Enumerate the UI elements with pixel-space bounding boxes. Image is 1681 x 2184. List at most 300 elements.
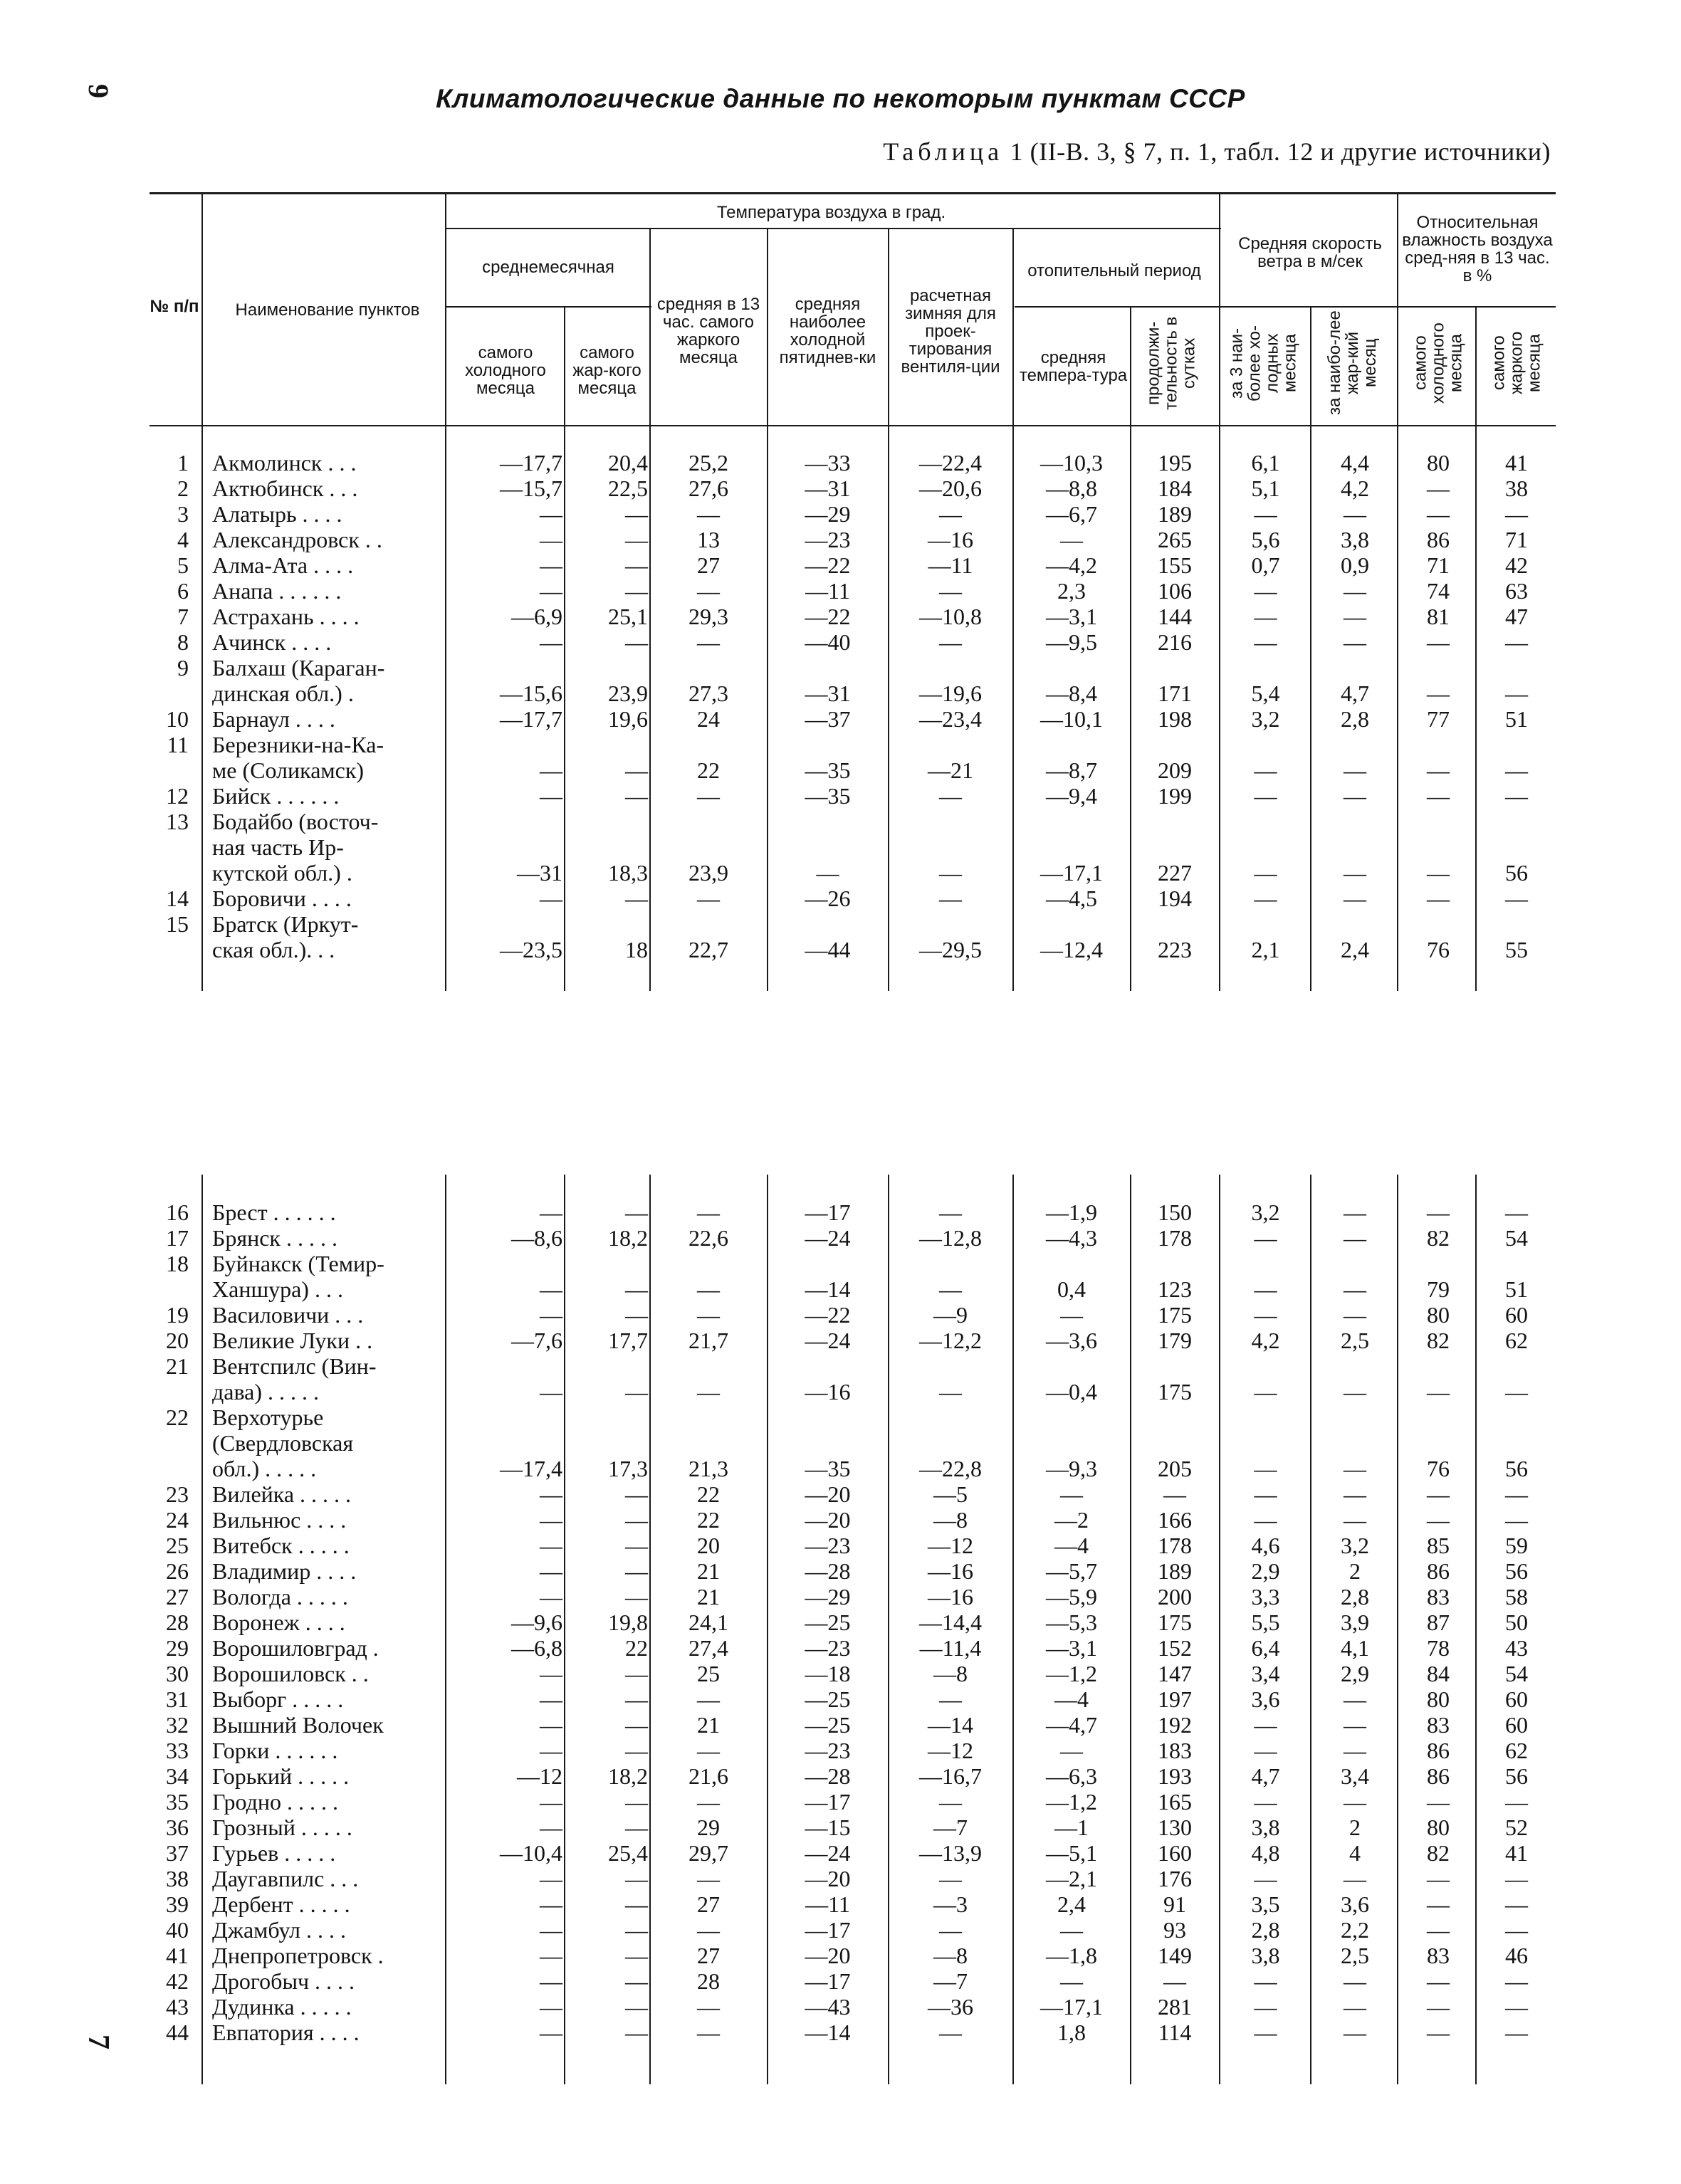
table-cell: —12,8 [919, 1225, 982, 1251]
table-cell: — [1505, 2020, 1528, 2045]
table-cell: — [1254, 1456, 1277, 1481]
table-cell: — [1427, 681, 1450, 706]
table-cell: 22,6 [688, 1225, 728, 1251]
station-name: Гурьев . . . . . [212, 1840, 336, 1866]
table-cell: — [625, 1302, 648, 1328]
station-name: Верхотурье [212, 1405, 324, 1430]
table-cell: 2,4 [1341, 937, 1369, 962]
station-name: динская обл.) . [212, 681, 354, 706]
table-cell: — [1427, 860, 1450, 886]
table-cell: — [625, 1686, 648, 1712]
table-cell: —12 [517, 1763, 562, 1789]
table-cell: — [540, 1815, 562, 1840]
table-cell: — [697, 1738, 720, 1763]
table-cell: — [939, 2020, 962, 2045]
table-cell: 27 [697, 1891, 720, 1917]
table-cell: —14,4 [919, 1610, 982, 1635]
header-coldest-five-days: средняя наиболее холодной пятиднев-ки [779, 295, 876, 367]
table-cell: 81 [1427, 604, 1450, 629]
table-cell: 19,8 [608, 1610, 648, 1635]
page-number-bottom: 7 [82, 2035, 115, 2049]
table-cell: 25 [697, 1661, 720, 1686]
row-number: 13 [166, 809, 189, 834]
table-cell: —25 [805, 1610, 851, 1635]
table-cell: — [1344, 1712, 1366, 1738]
station-name: ская обл.). . . [212, 937, 335, 962]
table-cell: — [939, 578, 962, 604]
table-cell: 59 [1505, 1533, 1528, 1558]
table-cell: — [1254, 1276, 1277, 1302]
row-number: 15 [166, 911, 189, 937]
table-cell: 189 [1158, 501, 1192, 527]
table-cell: — [1427, 886, 1450, 911]
table-cell: — [1344, 1481, 1366, 1507]
table-cell: 82 [1427, 1225, 1450, 1251]
table-cell: 27,3 [688, 681, 728, 706]
table-cell: 195 [1158, 450, 1192, 476]
rule2-col-heating-temp [1130, 1175, 1131, 2084]
rule2-col-wind-cold [1310, 1175, 1311, 2084]
table-cell: — [625, 1558, 648, 1584]
table-cell: — [540, 1968, 562, 1994]
table-cell: —1,8 [1046, 1943, 1097, 1968]
table-cell: — [625, 1917, 648, 1943]
table-cell: 0,7 [1251, 552, 1280, 578]
station-name: Дрогобыч . . . . [212, 1968, 355, 1994]
header-no: № п/п [150, 296, 199, 316]
table-cell: — [1254, 1738, 1277, 1763]
table-cell: — [625, 501, 648, 527]
table-cell: —15,7 [500, 476, 562, 501]
table-cell: — [697, 1379, 720, 1405]
table-cell: 28 [697, 1968, 720, 1994]
table-cell: — [540, 1866, 562, 1891]
table-cell: — [540, 1481, 562, 1507]
table-cell: — [697, 886, 720, 911]
rule2-col-wind-hot [1397, 1175, 1398, 2084]
row-number: 17 [166, 1225, 189, 1251]
table-cell: —4,3 [1046, 1225, 1097, 1251]
table-cell: —31 [805, 681, 851, 706]
table-cell: — [1254, 1379, 1277, 1405]
table-cell: 3,2 [1251, 1199, 1280, 1225]
table-cell: — [625, 1943, 648, 1968]
table-cell: — [625, 1507, 648, 1533]
table-cell: —20 [805, 1866, 851, 1891]
table-cell: — [939, 1199, 962, 1225]
table-cell: 29,7 [688, 1840, 728, 1866]
table-cell: 63 [1505, 578, 1528, 604]
station-name: Ворошиловск . . [212, 1661, 369, 1686]
table-cell: — [540, 1917, 562, 1943]
table-cell: —9,3 [1046, 1456, 1097, 1481]
table-cell: 29 [697, 1815, 720, 1840]
table-cell: —43 [805, 1994, 851, 2020]
table-cell: —24 [805, 1225, 851, 1251]
table-cell: —25 [805, 1686, 851, 1712]
table-cell: — [625, 1815, 648, 1840]
table-cell: — [1505, 1891, 1528, 1917]
table-cell: 0,4 [1057, 1276, 1086, 1302]
table-cell: 20,4 [608, 450, 648, 476]
table-cell: 3,8 [1341, 527, 1369, 552]
table-cell: 165 [1158, 1789, 1192, 1815]
table-cell: — [540, 1994, 562, 2020]
table-cell: 2,5 [1341, 1328, 1369, 1353]
rule-col-heating-temp [1130, 308, 1131, 991]
table-cell: 106 [1158, 578, 1192, 604]
row-number: 27 [166, 1584, 189, 1610]
table-cell: 265 [1158, 527, 1192, 552]
table-cell: — [540, 552, 562, 578]
table-cell: —11 [928, 552, 973, 578]
table-cell: — [697, 1866, 720, 1891]
table-cell: — [1060, 1481, 1083, 1507]
row-number: 33 [166, 1738, 189, 1763]
table-cell: — [939, 629, 962, 655]
table-cell: — [1427, 629, 1450, 655]
table-cell: — [1254, 578, 1277, 604]
table-cell: —17 [805, 1917, 851, 1943]
table-cell: — [1254, 886, 1277, 911]
table-cell: 3,2 [1341, 1533, 1369, 1558]
table-cell: 22 [625, 1635, 648, 1661]
table-cell: 76 [1427, 1456, 1450, 1481]
table-cell: 1,8 [1057, 2020, 1086, 2045]
table-cell: —6,3 [1046, 1763, 1097, 1789]
table-cell: 199 [1158, 783, 1192, 809]
table-cell: —8 [933, 1661, 968, 1686]
rule2-col-coldest [564, 1175, 565, 2084]
table-cell: —8 [933, 1943, 968, 1968]
table-cell: —7 [933, 1968, 968, 1994]
table-cell: 5,6 [1251, 527, 1280, 552]
table-cell: —10,3 [1040, 450, 1103, 476]
table-cell: 4 [1349, 1840, 1361, 1866]
table-cell: — [1254, 757, 1277, 783]
table-cell: 23,9 [608, 681, 648, 706]
table-cell: — [1344, 1738, 1366, 1763]
table-cell: —8 [933, 1507, 968, 1533]
table-cell: 24,1 [688, 1610, 728, 1635]
table-cell: — [540, 1789, 562, 1815]
table-cell: — [1505, 886, 1528, 911]
table-cell: — [1060, 1917, 1083, 1943]
table-cell: —5 [933, 1481, 968, 1507]
rule2-col-at13 [767, 1175, 768, 2084]
station-name: обл.) . . . . . [212, 1456, 317, 1481]
station-name: Балхаш (Караган- [212, 655, 385, 681]
table-cell: 17,7 [608, 1328, 648, 1353]
rule-col-five-days [888, 229, 889, 991]
table-cell: — [1254, 1968, 1277, 1994]
table-cell: —1 [1054, 1815, 1089, 1840]
table-cell: — [540, 629, 562, 655]
table-cell: 41 [1505, 1840, 1528, 1866]
rule-col-no [201, 194, 203, 991]
table-cell: —10,1 [1040, 706, 1103, 732]
table-cell: 25,1 [608, 604, 648, 629]
table-cell: — [1505, 1379, 1528, 1405]
table-cell: — [1254, 1712, 1277, 1738]
station-name: Ворошиловград . [212, 1635, 379, 1661]
table-cell: — [625, 757, 648, 783]
table-cell: 2,8 [1341, 706, 1369, 732]
station-name: Бодайбо (восточ- [212, 809, 379, 834]
table-cell: — [1254, 1225, 1277, 1251]
table-cell: —16 [928, 527, 973, 552]
table-cell: 18,3 [608, 860, 648, 886]
table-cell: 6,4 [1251, 1635, 1280, 1661]
table-cell: 56 [1505, 1456, 1528, 1481]
table-cell: —17,1 [1040, 1994, 1103, 2020]
table-cell: — [1344, 1789, 1366, 1815]
table-cell: 178 [1158, 1533, 1192, 1558]
table-cell: 55 [1505, 937, 1528, 962]
table-cell: 22 [697, 757, 720, 783]
table-cell: —19,6 [919, 681, 982, 706]
table-cell: — [540, 1891, 562, 1917]
station-name: дава) . . . . . [212, 1379, 320, 1405]
table-cell: — [1505, 1507, 1528, 1533]
table-cell: —29 [805, 501, 851, 527]
table-cell: 4,7 [1341, 681, 1369, 706]
table-cell: — [540, 2020, 562, 2045]
table-cell: —31 [517, 860, 562, 886]
table-cell: 192 [1158, 1712, 1192, 1738]
table-cell: 79 [1427, 1276, 1450, 1302]
table-cell: 130 [1158, 1815, 1192, 1840]
table-cell: 86 [1427, 1763, 1450, 1789]
row-number: 39 [166, 1891, 189, 1917]
table-cell: — [939, 860, 962, 886]
header-wind: Средняя скорость ветра в м/сек [1238, 234, 1382, 271]
header-at13: средняя в 13 час. самого жаркого месяца [656, 295, 760, 367]
row-number: 28 [166, 1610, 189, 1635]
table-cell: — [1254, 501, 1277, 527]
table-cell: 2 [1349, 1815, 1361, 1840]
table-cell: 144 [1158, 604, 1192, 629]
rule-wind-humidity [1221, 306, 1556, 308]
table-cell: —8,4 [1046, 681, 1097, 706]
table-cell: — [625, 1712, 648, 1738]
table-cell: 147 [1158, 1661, 1192, 1686]
table-cell: —23 [805, 527, 851, 552]
table-cell: 51 [1505, 1276, 1528, 1302]
table-cell: 85 [1427, 1533, 1450, 1558]
table-cell: 155 [1158, 552, 1192, 578]
table-cell: — [1344, 757, 1366, 783]
table-cell: — [625, 783, 648, 809]
rule2-col-five-days [888, 1175, 889, 2084]
table-cell: — [1505, 629, 1528, 655]
table-cell: 84 [1427, 1661, 1450, 1686]
table-cell: —22,4 [919, 450, 982, 476]
table-cell: 52 [1505, 1815, 1528, 1840]
table-cell: 20 [697, 1533, 720, 1558]
table-cell: — [1427, 1968, 1450, 1994]
table-cell: —14 [805, 1276, 851, 1302]
table-cell: —17 [805, 1789, 851, 1815]
table-cell: — [540, 527, 562, 552]
table-cell: 21,7 [688, 1328, 728, 1353]
table-cell: — [939, 1379, 962, 1405]
row-number: 19 [166, 1302, 189, 1328]
table-cell: — [1344, 1276, 1366, 1302]
table-cell: — [1344, 1968, 1366, 1994]
table-cell: 281 [1158, 1994, 1192, 2020]
table-cell: 27,6 [688, 476, 728, 501]
table-cell: 23,9 [688, 860, 728, 886]
row-number: 37 [166, 1840, 189, 1866]
table-cell: 178 [1158, 1225, 1192, 1251]
page-number-top: 9 [83, 84, 115, 98]
table-cell: —23,4 [919, 706, 982, 732]
table-cell: —22,8 [919, 1456, 982, 1481]
table-cell: —5,7 [1046, 1558, 1097, 1584]
table-caption-word: Таблица [883, 137, 1004, 166]
table-cell: —22 [805, 552, 851, 578]
table-cell: — [1254, 783, 1277, 809]
table-cell: —24 [805, 1840, 851, 1866]
table-cell: 60 [1505, 1302, 1528, 1328]
table-cell: 184 [1158, 476, 1192, 501]
table-cell: —7,6 [511, 1328, 562, 1353]
table-cell: —2 [1054, 1507, 1089, 1533]
row-number: 26 [166, 1558, 189, 1584]
table-cell: — [540, 1712, 562, 1738]
row-number: 24 [166, 1507, 189, 1533]
table-cell: 3,3 [1251, 1584, 1280, 1610]
station-name: Вилейка . . . . . [212, 1481, 352, 1507]
rule2-col-hum-cold [1475, 1175, 1477, 2084]
table-cell: — [540, 1661, 562, 1686]
table-cell: —10,8 [919, 604, 982, 629]
station-name: Алма-Ата . . . . [212, 552, 354, 578]
table-cell: —17,7 [500, 706, 562, 732]
table-cell: — [625, 2020, 648, 2045]
table-cell: 160 [1158, 1840, 1192, 1866]
table-cell: —3,6 [1046, 1328, 1097, 1353]
table-cell: 3,9 [1341, 1610, 1369, 1635]
table-cell: 175 [1158, 1302, 1192, 1328]
table-cell: —24 [805, 1328, 851, 1353]
row-number: 44 [166, 2020, 189, 2045]
table-cell: —9,4 [1046, 783, 1097, 809]
station-name: Вологда . . . . . [212, 1584, 348, 1610]
table-cell: — [939, 1276, 962, 1302]
table-cell: 5,4 [1251, 681, 1280, 706]
header-humidity-hot: самого жаркого месяца [1489, 331, 1544, 395]
table-cell: — [540, 783, 562, 809]
table-cell: 2,3 [1057, 578, 1086, 604]
table-cell: —1,9 [1046, 1199, 1097, 1225]
station-name: Василовичи . . . [212, 1302, 364, 1328]
table-cell: — [625, 1533, 648, 1558]
table-cell: 171 [1158, 681, 1192, 706]
table-cell: —0,4 [1046, 1379, 1097, 1405]
rule-temp-group [445, 228, 1221, 229]
rule-col-hum-cold [1475, 308, 1477, 991]
table-cell: — [1505, 501, 1528, 527]
table-cell: 41 [1505, 450, 1528, 476]
header-winter-ventilation: расчетная зимняя для проек-тирования вентиля-ции [901, 285, 1000, 377]
table-cell: —36 [928, 1994, 973, 2020]
row-number: 8 [177, 629, 189, 655]
row-number: 11 [167, 732, 189, 757]
table-cell: —16 [928, 1584, 973, 1610]
table-cell: —37 [805, 706, 851, 732]
table-cell: —33 [805, 450, 851, 476]
table-cell: — [1427, 476, 1450, 501]
row-number: 23 [166, 1481, 189, 1507]
rule-header-bottom [150, 425, 1556, 426]
table-cell: —21 [928, 757, 973, 783]
table-cell: 83 [1427, 1584, 1450, 1610]
table-cell: — [1344, 2020, 1366, 2045]
table-cell: —35 [805, 757, 851, 783]
table-cell: — [697, 629, 720, 655]
table-cell: —9 [933, 1302, 968, 1328]
table-cell: 54 [1505, 1661, 1528, 1686]
table-cell: 71 [1427, 552, 1450, 578]
table-cell: — [939, 1789, 962, 1815]
table-cell: —17 [805, 1199, 851, 1225]
table-cell: —28 [805, 1763, 851, 1789]
table-cell: — [1254, 629, 1277, 655]
table-cell: — [1505, 1917, 1528, 1943]
table-cell: 166 [1158, 1507, 1192, 1533]
table-cell: 194 [1158, 886, 1192, 911]
station-name: Дербент . . . . . [212, 1891, 350, 1917]
table-cell: — [1060, 1302, 1083, 1328]
table-cell: —9,6 [511, 1610, 562, 1635]
header-heating-temp: средняя темпера-тура [1019, 348, 1128, 385]
table-cell: — [1344, 604, 1366, 629]
table-cell: — [625, 1276, 648, 1302]
table-cell: —9,5 [1046, 629, 1097, 655]
table-cell: —23 [805, 1533, 851, 1558]
station-name: Ханшура) . . . [212, 1276, 343, 1302]
station-name: Грозный . . . . . [212, 1815, 352, 1840]
table-cell: —1,2 [1046, 1789, 1097, 1815]
row-number: 10 [166, 706, 189, 732]
table-cell: — [625, 552, 648, 578]
station-name: Братск (Иркут- [212, 911, 359, 937]
table-cell: — [540, 1379, 562, 1405]
table-cell: 54 [1505, 1225, 1528, 1251]
station-name: Воронеж . . . . [212, 1610, 345, 1635]
table-cell: 183 [1158, 1738, 1192, 1763]
table-cell: —23 [805, 1635, 851, 1661]
row-number: 4 [177, 527, 189, 552]
table-cell: 27 [697, 552, 720, 578]
table-cell: — [1344, 860, 1366, 886]
table-cell: 4,1 [1341, 1635, 1369, 1661]
row-number: 31 [166, 1686, 189, 1712]
station-name: Ачинск . . . . [212, 629, 332, 655]
station-name: Гродно . . . . . [212, 1789, 338, 1815]
station-name: Актюбинск . . . [212, 476, 358, 501]
row-number: 36 [166, 1815, 189, 1840]
table-cell: — [540, 886, 562, 911]
table-cell: 25,2 [688, 450, 728, 476]
table-cell: 19,6 [608, 706, 648, 732]
table-cell: 18 [625, 937, 648, 962]
table-cell: 22 [697, 1481, 720, 1507]
row-number: 7 [177, 604, 189, 629]
table-cell: — [1344, 1994, 1366, 2020]
